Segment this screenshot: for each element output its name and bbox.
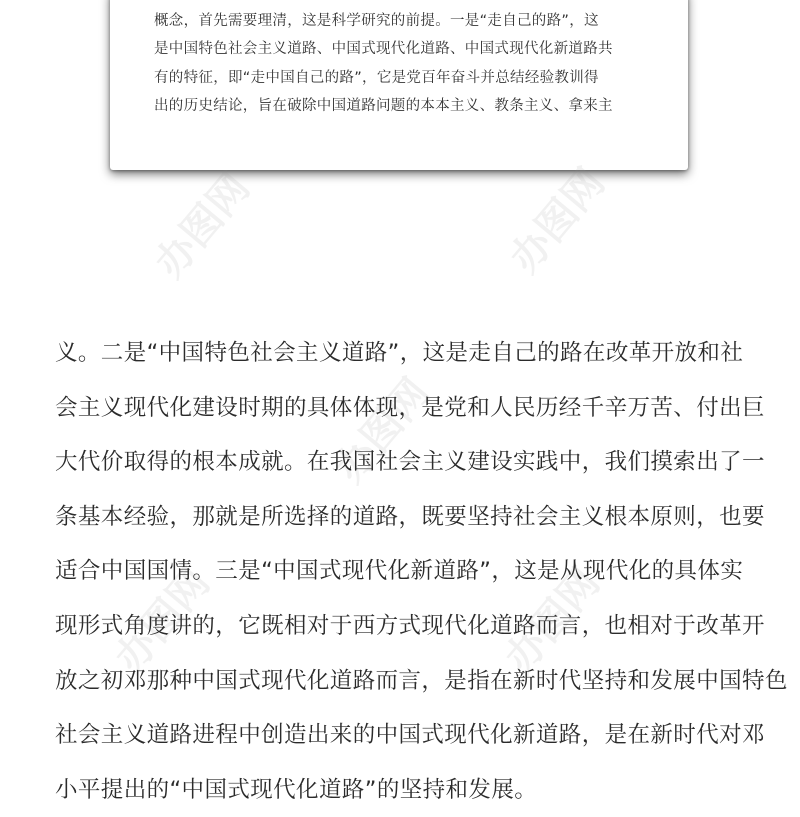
watermark: 办图网 (501, 160, 614, 282)
card-line: 有的特征，即“走中国自己的路”，它是党百年奋斗并总结经验教训得 (154, 69, 599, 86)
body-line: 放之初邓那种中国式现代化道路而言，是指在新时代坚持和发展中国特色 (55, 667, 788, 694)
body-line: 大代价取得的根本成就。在我国社会主义建设实践中，我们摸索出了一 (55, 449, 765, 476)
body-paragraph (55, 326, 788, 817)
watermark: 办图网 (496, 560, 609, 682)
watermark: 办图网 (326, 370, 439, 492)
card-text (154, 0, 649, 121)
body-line: 小平提出的“中国式现代化道路”的坚持和发展。 (55, 776, 538, 803)
body-line: 义。二是“中国特色社会主义道路”，这是走自己的路在改革开放和社 (55, 340, 744, 366)
card-line: 概念，首先需要理清，这是科学研究的前提。一是“走自己的路”，这 (154, 12, 599, 29)
card-line (154, 0, 649, 7)
quote-card (110, 0, 688, 170)
card-line: 出的历史结论，旨在破除中国道路问题的本本主义、教条主义、拿来主 (154, 98, 613, 114)
body-line: 条基本经验，那就是所选择的道路，既要坚持社会主义根本原则，也要 (55, 503, 765, 530)
watermark: 办图网 (106, 560, 219, 682)
body-line: 现形式角度讲的，它既相对于西方式现代化道路而言，也相对于改革开 (55, 612, 765, 639)
body-line: 会主义现代化建设时期的具体体现，是党和人民历经千辛万苦、付出巨 (55, 394, 765, 421)
body-line: 社会主义道路进程中创造出来的中国式现代化新道路，是在新时代对邓 (55, 722, 765, 749)
watermark: 办图网 (146, 165, 259, 287)
card-line: 是中国特色社会主义道路、中国式现代化道路、中国式现代化新道路共 (154, 41, 613, 57)
body-line: 适合中国国情。三是“中国式现代化新道路”，这是从现代化的具体实 (55, 558, 744, 585)
